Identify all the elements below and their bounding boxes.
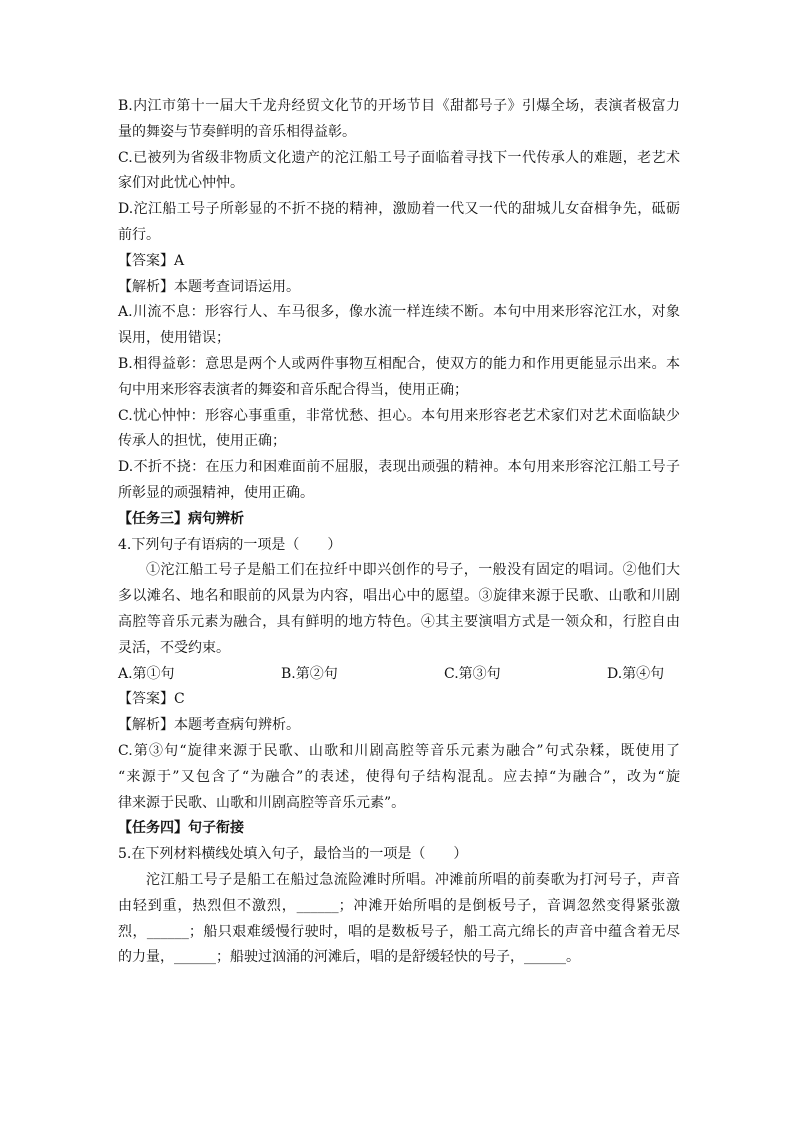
text-line: 多以滩名、地名和眼前的风景为内容，唱出心中的愿望。③旋律来源于民歌、山歌和川剧 [118,588,680,605]
text-line: 所彰显的顽强精神，使用正确。 [118,484,314,501]
text-line: D.沱江船工号子所彰显的不折不挠的精神，激励着一代又一代的甜城儿女奋楫争先，砥砺 [118,201,680,218]
text-line: A.川流不息：形容行人、车马很多，像水流一样连续不断。本句中用来形容沱江水，对象 [118,304,680,321]
text-line: 灵活，不受约束。 [118,639,230,656]
text-line: 由轻到重，热烈但不激烈，______；冲滩开始所唱的是倒板号子，音调忽然变得紧张激 [118,897,680,914]
text-line: D.不折不挠：在压力和困难面前不屈服，表现出顽强的精神。本句用来形容沱江船工号子 [118,459,680,476]
text-line: 【答案】C [118,691,185,708]
option-c: C.第③句 [444,665,501,682]
text-line: 传承人的担忧，使用正确； [118,433,286,450]
text-line: 量的舞姿与节奏鲜明的音乐相得益彰。 [118,123,356,140]
text-block-1 [118,94,680,662]
text-line: 误用，使用错误； [118,330,230,347]
text-line: 【答案】A [118,252,185,269]
option-d: D.第④句 [607,665,665,682]
text-line: 前行。 [118,226,160,243]
text-line: B.内江市第十一届大千龙舟经贸文化节的开场节目《甜都号子》引爆全场，表演者极富力 [118,98,680,114]
text-line: 家们对此忧心忡忡。 [118,175,244,192]
text-line: 沱江船工号子是船工在船过急流险滩时所唱。冲滩前所唱的前奏歌为打河号子，声音 [146,871,680,888]
text-line: C.第③句“旋律来源于民歌、山歌和川剧高腔等音乐元素为融合”句式杂糅，既使用了 [118,742,680,759]
text-line: C.忧心忡忡：形容心事重重，非常忧愁、担心。本句用来形容老艺术家们对艺术面临缺少 [118,407,680,424]
answer-options [118,662,680,688]
text-line: B.相得益彰：意思是两个人或两件事物互相配合，使双方的能力和作用更能显示出来。本 [118,355,680,372]
text-line: “来源于”又包含了“为融合”的表述，使得句子结构混乱。应去掉“为融合”，改为“旋 [118,768,680,785]
text-line: 高腔等音乐元素为融合，具有鲜明的地方特色。④其主要演唱方式是一领众和，行腔自由 [118,613,680,630]
text-line: 的力量，______；船驶过汹涌的河滩后，唱的是舒缓轻快的号子，______。 [118,949,580,966]
text-line: 句中用来形容表演者的舞姿和音乐配合得当，使用正确； [118,381,468,398]
text-line: 5.在下列材料横线处填入句子，最恰当的一项是（ ） [118,846,468,863]
text-line: 【解析】本题考查病句辨析。 [118,717,300,734]
text-line: 烈，______；船只艰难缓慢行驶时，唱的是数板号子，船工高亢绵长的声音中蕴含着无尽 [118,923,680,940]
text-block-2 [118,687,680,971]
option-a: A.第①句 [118,665,175,682]
text-line: 【解析】本题考查词语运用。 [118,278,300,295]
option-b: B.第②句 [281,665,338,682]
text-line: C.已被列为省级非物质文化遗产的沱江船工号子面临着寻找下一代传承人的难题，老艺术 [118,149,680,166]
document-body [118,94,680,971]
text-line: 律来源于民歌、山歌和川剧高腔等音乐元素”。 [118,794,406,811]
text-line: 4.下列句子有语病的一项是（ ） [118,536,342,553]
text-line: ①沱江船工号子是船工们在拉纤中即兴创作的号子，一般没有固定的唱词。②他们大 [146,562,680,579]
section-heading: 【任务四】句子衔接 [118,820,244,837]
section-heading: 【任务三】病句辨析 [118,510,244,527]
